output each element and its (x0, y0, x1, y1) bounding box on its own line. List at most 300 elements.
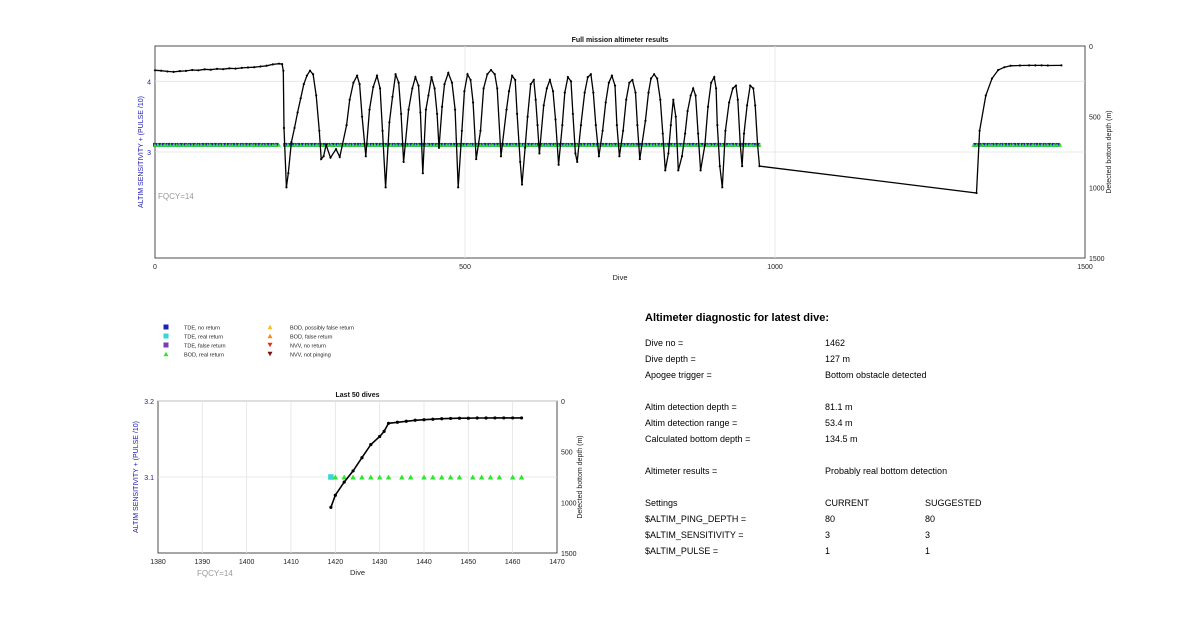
bottom-depth-point (315, 94, 317, 96)
full-mission-chart (138, 37, 1113, 282)
y-right-tick-label: 1000 (561, 500, 577, 508)
altim-detection-depth-label: Altim detection depth = (645, 402, 737, 412)
bottom-depth-point (608, 82, 610, 84)
bottom-depth-point (662, 133, 664, 135)
altimeter-diagnostic-panel (645, 312, 1165, 562)
bottom-depth-point (496, 87, 498, 89)
bottom-depth-point (383, 430, 386, 433)
bottom-depth-point (535, 99, 537, 101)
bottom-depth-point (154, 69, 156, 71)
bottom-depth-point (253, 66, 255, 68)
x-tick-label: 1440 (416, 559, 432, 566)
x-tick-label: 1000 (767, 264, 783, 271)
legend-label: TDE, real return (184, 334, 224, 341)
settings-label: Settings (645, 498, 678, 508)
legend-marker (164, 343, 169, 348)
x-tick-label: 500 (459, 264, 471, 271)
bottom-depth-point (369, 443, 372, 446)
current-header: CURRENT (825, 498, 869, 508)
legend-marker (268, 325, 273, 330)
bottom-depth-point (672, 99, 674, 101)
bottom-depth-point (757, 144, 759, 146)
bottom-depth-point (752, 87, 754, 89)
tde-marker (328, 474, 334, 480)
bottom-depth-point (605, 101, 607, 103)
bottom-depth-point (365, 155, 367, 157)
bottom-depth-point (484, 416, 487, 419)
bottom-depth-point (741, 165, 743, 167)
diag-row-apogee-trigger (645, 370, 1165, 386)
bottom-depth-point (469, 79, 471, 81)
bottom-depth-point (486, 73, 488, 75)
bottom-depth-point (329, 506, 332, 509)
bottom-depth-point (467, 417, 470, 420)
bottom-depth-point (303, 83, 305, 85)
bottom-depth-point (475, 158, 477, 160)
bottom-depth-point (549, 79, 551, 81)
x-tick-label: 1460 (504, 559, 521, 566)
bottom-depth-point (739, 144, 741, 146)
bottom-depth-point (543, 104, 545, 106)
bottom-depth-point (417, 84, 419, 86)
bottom-depth-point (732, 87, 734, 89)
bottom-depth-point (743, 133, 745, 135)
dive-depth-value: 127 m (825, 354, 851, 364)
setting-row-pulse (645, 546, 1165, 562)
bottom-depth-point (622, 130, 624, 132)
bottom-depth-point (511, 416, 514, 419)
bottom-depth-point (379, 87, 381, 89)
bottom-depth-point (422, 172, 424, 174)
chart-title: Full mission altimeter results (571, 37, 669, 44)
bottom-depth-point (1034, 64, 1036, 66)
bottom-depth-point (628, 82, 630, 84)
dive-no-value: 1462 (825, 338, 846, 348)
bottom-depth-point (388, 121, 390, 123)
legend-label: BOD, real return (184, 352, 225, 359)
bottom-depth-point (690, 94, 692, 96)
bottom-depth-point (1010, 65, 1012, 67)
x-tick-label: 1450 (460, 559, 477, 566)
bottom-depth-point (414, 76, 416, 78)
bottom-depth-point (351, 469, 354, 472)
bottom-depth-point (656, 77, 658, 79)
setting-name: $ALTIM_PULSE = (645, 546, 719, 556)
bottom-depth-point (204, 68, 206, 70)
bottom-depth-point (185, 70, 187, 72)
bottom-depth-point (636, 124, 638, 126)
bottom-depth-point (611, 75, 613, 77)
bottom-depth-point (216, 68, 218, 70)
altim-detection-depth-value: 81.1 m (825, 402, 853, 412)
bottom-depth-point (427, 94, 429, 96)
bottom-depth-point (425, 109, 427, 111)
bottom-depth-point (508, 90, 510, 92)
bottom-depth-point (524, 147, 526, 149)
bottom-depth-point (266, 65, 268, 67)
bottom-depth-point (387, 422, 390, 425)
bottom-depth-point (728, 101, 730, 103)
bottom-depth-point (320, 158, 322, 160)
bottom-depth-point (343, 480, 346, 483)
legend-marker (268, 343, 273, 348)
bottom-depth-point (644, 120, 646, 122)
bottom-depth-point (394, 73, 396, 75)
y-right-tick-label: 1500 (1089, 256, 1105, 263)
bottom-depth-point (457, 186, 459, 188)
bottom-depth-point (472, 101, 474, 103)
bottom-depth-point (461, 130, 463, 132)
bottom-depth-point (197, 69, 199, 71)
bottom-depth-point (1060, 64, 1062, 66)
apogee-trigger-value: Bottom obstacle detected (825, 370, 927, 380)
bottom-depth-point (697, 133, 699, 135)
bottom-depth-point (325, 144, 327, 146)
diag-row-altimeter-results (645, 466, 1165, 482)
bottom-depth-point (580, 124, 582, 126)
bottom-depth-point (716, 124, 718, 126)
y-right-tick-label: 500 (1089, 114, 1101, 122)
bottom-depth-point (677, 169, 679, 171)
bottom-depth-point (634, 92, 636, 94)
bottom-depth-point (454, 109, 456, 111)
bottom-depth-point (584, 92, 586, 94)
bottom-depth-point (494, 73, 496, 75)
diagnostic-title: Altimeter diagnostic for latest dive: (645, 312, 829, 324)
bottom-depth-point (191, 69, 193, 71)
bottom-depth-point (247, 66, 249, 68)
bottom-depth-point (283, 127, 285, 129)
bottom-depth-point (546, 87, 548, 89)
bottom-depth-point (449, 417, 452, 420)
bottom-depth-point (700, 169, 702, 171)
dive-depth-label: Dive depth = (645, 354, 696, 364)
bottom-depth-point (372, 86, 374, 88)
bottom-depth-point (704, 144, 706, 146)
bottom-depth-point (975, 192, 977, 194)
bottom-depth-point (521, 183, 523, 185)
bottom-depth-point (352, 82, 354, 84)
bottom-depth-point (228, 67, 230, 69)
setting-current: 80 (825, 514, 836, 524)
bottom-depth-point (567, 76, 569, 78)
x-tick-label: 1420 (327, 559, 344, 566)
setting-suggested: 3 (925, 530, 931, 540)
y-right-axis-label: Detected bottom depth (m) (577, 435, 584, 519)
bottom-depth-point (476, 416, 479, 419)
apogee-trigger-label: Apogee trigger = (645, 370, 712, 380)
bottom-depth-point (381, 130, 383, 132)
y-right-tick-label: 500 (561, 449, 573, 457)
x-axis-label: Dive (612, 273, 628, 282)
bottom-depth-point (259, 65, 261, 67)
bottom-depth-point (681, 155, 683, 157)
bottom-depth-point (160, 70, 162, 72)
bottom-depth-point (511, 75, 513, 77)
y-left-tick-label: 4 (147, 79, 151, 87)
bottom-depth-point (378, 435, 381, 438)
bottom-depth-point (407, 109, 409, 111)
bottom-depth-point (458, 417, 461, 420)
bottom-depth-point (179, 70, 181, 72)
setting-row-ping-depth (645, 514, 1165, 530)
setting-name: $ALTIM_PING_DEPTH = (645, 514, 747, 524)
bottom-depth-point (746, 104, 748, 106)
bottom-depth-point (985, 94, 987, 96)
legend-marker (164, 325, 169, 330)
bottom-depth-point (483, 87, 485, 89)
diag-row-calculated-bottom-depth (645, 434, 1165, 450)
bottom-depth-point (440, 417, 443, 420)
bottom-depth-point (411, 87, 413, 89)
bottom-depth-point (438, 147, 440, 149)
bottom-depth-point (466, 73, 468, 75)
bottom-depth-point (659, 99, 661, 101)
bottom-depth-point (1019, 64, 1021, 66)
bottom-depth-point (173, 71, 175, 73)
bottom-depth-point (312, 73, 314, 75)
bottom-depth-point (552, 90, 554, 92)
bottom-depth-point (361, 116, 363, 118)
bottom-depth-point (329, 157, 331, 159)
x-tick-label: 1430 (371, 559, 388, 566)
legend-marker (164, 352, 169, 357)
bottom-depth-point (650, 77, 652, 79)
bottom-depth-point (558, 164, 560, 166)
bottom-depth-point (724, 130, 726, 132)
bottom-depth-point (356, 75, 358, 77)
diag-row-dive-depth (645, 354, 1165, 370)
bottom-depth-point (505, 109, 507, 111)
bottom-depth-point (592, 92, 594, 94)
bottom-depth-point (653, 73, 655, 75)
bottom-depth-point (451, 82, 453, 84)
bottom-depth-point (564, 92, 566, 94)
bottom-depth-point (287, 172, 289, 174)
bottom-depth-point (997, 69, 999, 71)
bottom-depth-point (443, 83, 445, 85)
setting-current: 1 (825, 546, 831, 556)
suggested-header: SUGGESTED (925, 498, 982, 508)
bottom-depth-point (318, 130, 320, 132)
diag-row-settings-header (645, 498, 1165, 514)
altim-detection-range-value: 53.4 m (825, 418, 853, 428)
bottom-depth-point (554, 118, 556, 120)
bottom-depth-point (538, 152, 540, 154)
bottom-depth-point (587, 76, 589, 78)
setting-row-sensitivity (645, 530, 1165, 546)
y-right-tick-label: 1000 (1089, 185, 1105, 193)
bottom-depth-point (979, 130, 981, 132)
bottom-depth-point (1003, 66, 1005, 68)
bottom-depth-point (737, 99, 739, 101)
bottom-depth-point (309, 70, 311, 72)
bottom-depth-point (441, 106, 443, 108)
bottom-depth-point (463, 90, 465, 92)
bottom-depth-point (235, 68, 237, 70)
diag-row-altim-detection-range (645, 418, 1165, 434)
fqcy-annotation: FQCY=14 (158, 192, 194, 201)
legend-label: NVV, no return (290, 343, 326, 350)
bottom-depth-point (306, 75, 308, 77)
bottom-depth-point (285, 186, 287, 188)
y-right-tick-label: 0 (1089, 44, 1093, 51)
bottom-depth-point (403, 161, 405, 163)
bottom-depth-point (241, 67, 243, 69)
altimeter-results-value: Probably real bottom detection (825, 466, 948, 476)
bottom-depth-point (391, 96, 393, 98)
bottom-depth-point (222, 68, 224, 70)
bottom-depth-point (293, 127, 295, 129)
bottom-depth-point (349, 99, 351, 101)
bottom-depth-point (631, 79, 633, 81)
legend-label: NVV, not pinging (290, 352, 331, 359)
bottom-depth-point (500, 155, 502, 157)
bottom-depth-point (419, 111, 421, 113)
bottom-depth-point (493, 416, 496, 419)
bottom-depth-point (602, 130, 604, 132)
bottom-depth-point (561, 124, 563, 126)
chart-title: Last 50 dives (335, 392, 380, 399)
x-tick-label: 1470 (549, 559, 565, 566)
bottom-depth-point (359, 83, 361, 85)
bottom-depth-point (335, 148, 337, 150)
bottom-depth-point (570, 80, 572, 82)
diag-row-altim-detection-depth (645, 402, 1165, 418)
bottom-depth-point (1047, 64, 1049, 66)
y-left-tick-label: 3.2 (144, 399, 154, 406)
legend-label: TDE, no return (184, 325, 221, 332)
bottom-depth-point (422, 418, 425, 421)
calculated-bottom-depth-value: 134.5 m (825, 434, 858, 444)
calculated-bottom-depth-label: Calculated bottom depth = (645, 434, 751, 444)
y-left-tick-label: 3.1 (144, 475, 154, 482)
bottom-depth-point (519, 161, 521, 163)
x-tick-label: 1390 (194, 559, 211, 566)
altim-detection-range-label: Altim detection range = (645, 418, 738, 428)
bottom-depth-point (713, 76, 715, 78)
bottom-depth-point (300, 97, 302, 99)
bottom-depth-point (686, 110, 688, 112)
bottom-depth-point (502, 416, 505, 419)
dive-no-label: Dive no = (645, 338, 684, 348)
diag-row-dive-no (645, 338, 1165, 354)
bottom-depth-point (431, 418, 434, 421)
bottom-depth-point (345, 124, 347, 126)
bottom-depth-point (536, 124, 538, 126)
bottom-depth-point (516, 113, 518, 115)
y-right-axis-label: Detected bottom depth (m) (1106, 110, 1113, 194)
bottom-depth-point (991, 77, 993, 79)
altimeter-results-label: Altimeter results = (645, 466, 718, 476)
fqcy-annotation: FQCY=14 (197, 569, 233, 578)
bottom-depth-point (430, 76, 432, 78)
bottom-depth-point (530, 83, 532, 85)
legend-label: BOD, possibly false return (290, 325, 354, 332)
bottom-depth-point (758, 165, 760, 167)
x-tick-label: 1380 (150, 559, 166, 566)
bottom-depth-point (719, 165, 721, 167)
y-left-axis-label: ALTIM SENSITIVITY + (PULSE /10) (133, 421, 140, 533)
bottom-depth-point (707, 106, 709, 108)
bottom-depth-point (490, 69, 492, 71)
bottom-depth-point (414, 419, 417, 422)
bottom-depth-point (514, 79, 516, 81)
bottom-depth-point (647, 92, 649, 94)
bottom-depth-point (272, 63, 274, 65)
bottom-depth-point (339, 156, 341, 158)
bottom-depth-point (572, 113, 574, 115)
bottom-depth-point (376, 75, 378, 77)
legend-marker (268, 352, 273, 357)
bottom-depth-point (664, 169, 666, 171)
bottom-depth-point (614, 84, 616, 86)
bottom-depth-point (368, 109, 370, 111)
y-right-tick-label: 1500 (561, 551, 577, 558)
bottom-depth-point (590, 73, 592, 75)
bottom-depth-point (670, 124, 672, 126)
bottom-depth-point (692, 87, 694, 89)
bottom-depth-point (360, 456, 363, 459)
bottom-depth-point (625, 99, 627, 101)
bottom-depth-point (1041, 64, 1043, 66)
bottom-depth-point (576, 161, 578, 163)
bottom-depth-point (618, 155, 620, 157)
setting-suggested: 80 (925, 514, 936, 524)
bottom-depth-point (754, 104, 756, 106)
bottom-depth-point (595, 124, 597, 126)
bottom-depth-point (278, 63, 280, 65)
bottom-depth-point (735, 84, 737, 86)
bottom-depth-point (210, 69, 212, 71)
x-tick-label: 1410 (283, 559, 299, 566)
setting-suggested: 1 (925, 546, 931, 556)
y-right-tick-label: 0 (561, 399, 565, 406)
bottom-depth-point (396, 421, 399, 424)
bottom-depth-point (675, 116, 677, 118)
last-50-dives-chart (133, 392, 584, 578)
bottom-depth-point (721, 186, 723, 188)
bottom-depth-point (667, 152, 669, 154)
bottom-depth-point (398, 82, 400, 84)
bottom-depth-point (684, 133, 686, 135)
legend (164, 325, 354, 359)
legend-marker (164, 334, 169, 339)
bottom-depth-point (527, 116, 529, 118)
legend-label: TDE, false return (184, 343, 226, 350)
bottom-depth-point (166, 70, 168, 72)
y-left-axis-label: ALTIM SENSITIVITY + (PULSE /10) (138, 96, 145, 208)
bottom-depth-point (323, 155, 325, 157)
bottom-depth-point (405, 420, 408, 423)
bottom-depth-point (436, 113, 438, 115)
x-axis-label: Dive (349, 568, 366, 577)
bottom-depth-point (479, 130, 481, 132)
bottom-depth-point (281, 63, 283, 65)
bottom-depth-point (639, 158, 641, 160)
bottom-depth-point (710, 82, 712, 84)
bottom-depth-point (282, 70, 284, 72)
setting-name: $ALTIM_SENSITIVITY = (645, 530, 744, 540)
bottom-depth-point (715, 87, 717, 89)
x-tick-label: 1400 (238, 559, 255, 566)
bottom-depth-point (434, 87, 436, 89)
bottom-depth-point (385, 186, 387, 188)
bottom-depth-point (574, 152, 576, 154)
bottom-depth-point (695, 94, 697, 96)
bottom-depth-point (447, 72, 449, 74)
bottom-depth-point (334, 494, 337, 497)
